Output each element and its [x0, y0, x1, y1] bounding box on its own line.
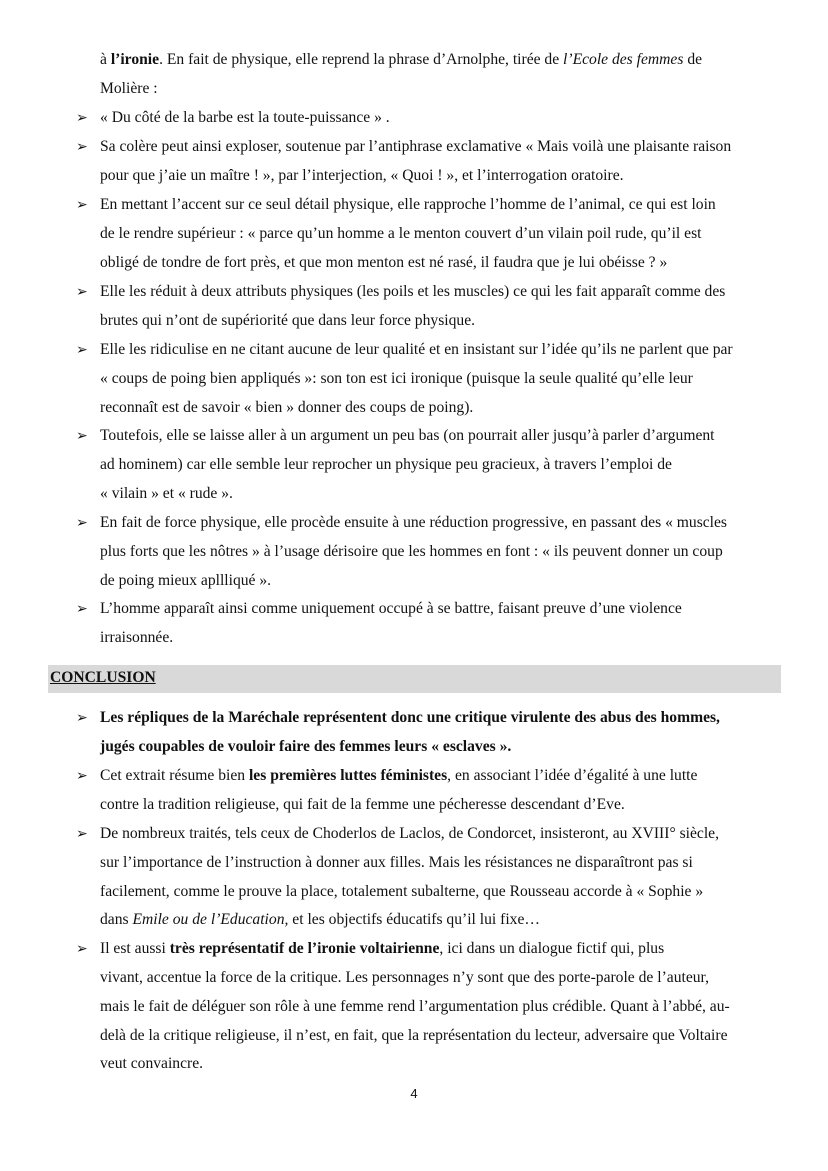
text-line: contre la tradition religieuse, qui fait de la femme une pécheresse descendant d’Eve. [100, 796, 625, 813]
bullet-arrow-icon: ➢ [76, 826, 88, 842]
text-line: En fait de force physique, elle procède ensuite à une réduction progressive, en passant des « muscles [100, 514, 728, 531]
text-line: pour que j’aie un maître ! », par l’interjection, « Quoi ! », et l’interrogation oratoire. [100, 167, 624, 184]
text-line: de poing mieux apllliqué ». [100, 572, 272, 589]
text-line: à l’ironie. En fait de physique, elle reprend la phrase d’Arnolphe, tirée de l’Ecole des femmes de [100, 51, 703, 68]
text-line: En mettant l’accent sur ce seul détail physique, elle rapproche l’homme de l’animal, ce qui est loin [100, 196, 716, 213]
page-number: 4 [410, 1086, 418, 1101]
bullet-arrow-icon: ➢ [76, 941, 88, 957]
text-line: vivant, accentue la force de la critique. Les personnages n’y sont que des porte-parole de l’auteur, [100, 969, 710, 986]
text-line: L’homme apparaît ainsi comme uniquement occupé à se battre, faisant preuve d’une violence [100, 600, 682, 617]
text-line: plus forts que les nôtres » à l’usage dérisoire que les hommes en font : « ils peuvent donner un coup [100, 543, 723, 560]
text-line: mais le fait de déléguer son rôle à une femme rend l’argumentation plus crédible. Quant à l’abbé, au- [100, 998, 730, 1015]
text-line: Sa colère peut ainsi exploser, soutenue par l’antiphrase exclamative « Mais voilà une plaisante raison [100, 138, 732, 155]
text-line: de le rendre supérieur : « parce qu’un homme a le menton couvert d’un vilain poil rude, qu’il est [100, 225, 702, 242]
bullet-arrow-icon: ➢ [76, 284, 88, 300]
text-line: sur l’importance de l’instruction à donner aux filles. Mais les résistances ne disparaîtront pas si [100, 854, 693, 871]
text-line: Elle les réduit à deux attributs physiques (les poils et les muscles) ce qui les fait apparaît comme des [100, 283, 726, 300]
bullet-arrow-icon: ➢ [76, 710, 88, 726]
text-line: brutes qui n’ont de supériorité que dans leur force physique. [100, 312, 476, 329]
text-line: delà de la critique religieuse, il n’est, en fait, que la représentation du lecteur, adversaire que Voltaire [100, 1027, 728, 1044]
text-line: Cet extrait résume bien les premières luttes féministes, en associant l’idée d’égalité à une lutte [100, 767, 698, 784]
text-line: ad hominem) car elle semble leur reprocher un physique peu gracieux, à travers l’emploi de [100, 456, 672, 473]
text-line: veut convaincre. [100, 1055, 204, 1072]
text-line: « vilain » et « rude ». [100, 485, 233, 502]
text-line: reconnaît est de savoir « bien » donner des coups de poing). [100, 399, 474, 416]
text-line: dans Emile ou de l’Education, et les objectifs éducatifs qu’il lui fixe… [100, 911, 540, 928]
section-heading-bar [48, 665, 781, 693]
bullet-arrow-icon: ➢ [76, 515, 88, 531]
text-line: « Du côté de la barbe est la toute-puissance » . [100, 109, 390, 126]
bullet-arrow-icon: ➢ [76, 110, 88, 126]
text-line: Molière : [100, 80, 158, 97]
bullet-arrow-icon: ➢ [76, 139, 88, 155]
text-line: Elle les ridiculise en ne citant aucune de leur qualité et en insistant sur l’idée qu’ils ne parlent que par [100, 341, 733, 358]
text-line: irraisonnée. [100, 629, 174, 646]
text-line: facilement, comme le prouve la place, totalement subalterne, que Rousseau accorde à « Sophie » [100, 883, 704, 900]
bullet-arrow-icon: ➢ [76, 601, 88, 617]
text-line: De nombreux traités, tels ceux de Choderlos de Laclos, de Condorcet, insisteront, au XVIII° siècle, [100, 825, 719, 842]
section-heading: CONCLUSION [50, 669, 156, 686]
text-line: jugés coupables de vouloir faire des femmes leurs « esclaves ». [100, 738, 512, 755]
bullet-arrow-icon: ➢ [76, 197, 88, 213]
bullet-arrow-icon: ➢ [76, 428, 88, 444]
bullet-arrow-icon: ➢ [76, 342, 88, 358]
text-line: « coups de poing bien appliqués »: son ton est ici ironique (puisque la seule qualité qu’elle leur [100, 370, 693, 387]
text-line: obligé de tondre de fort près, et que mon menton est né rasé, il faudra que je lui obéisse ? » [100, 254, 668, 271]
text-line: Il est aussi très représentatif de l’ironie voltairienne, ici dans un dialogue fictif qui, plus [100, 940, 665, 957]
bullet-arrow-icon: ➢ [76, 768, 88, 784]
text-line: Les répliques de la Maréchale représentent donc une critique virulente des abus des hommes, [100, 709, 720, 726]
text-line: Toutefois, elle se laisse aller à un argument un peu bas (on pourrait aller jusqu’à parler d’argument [100, 427, 715, 444]
